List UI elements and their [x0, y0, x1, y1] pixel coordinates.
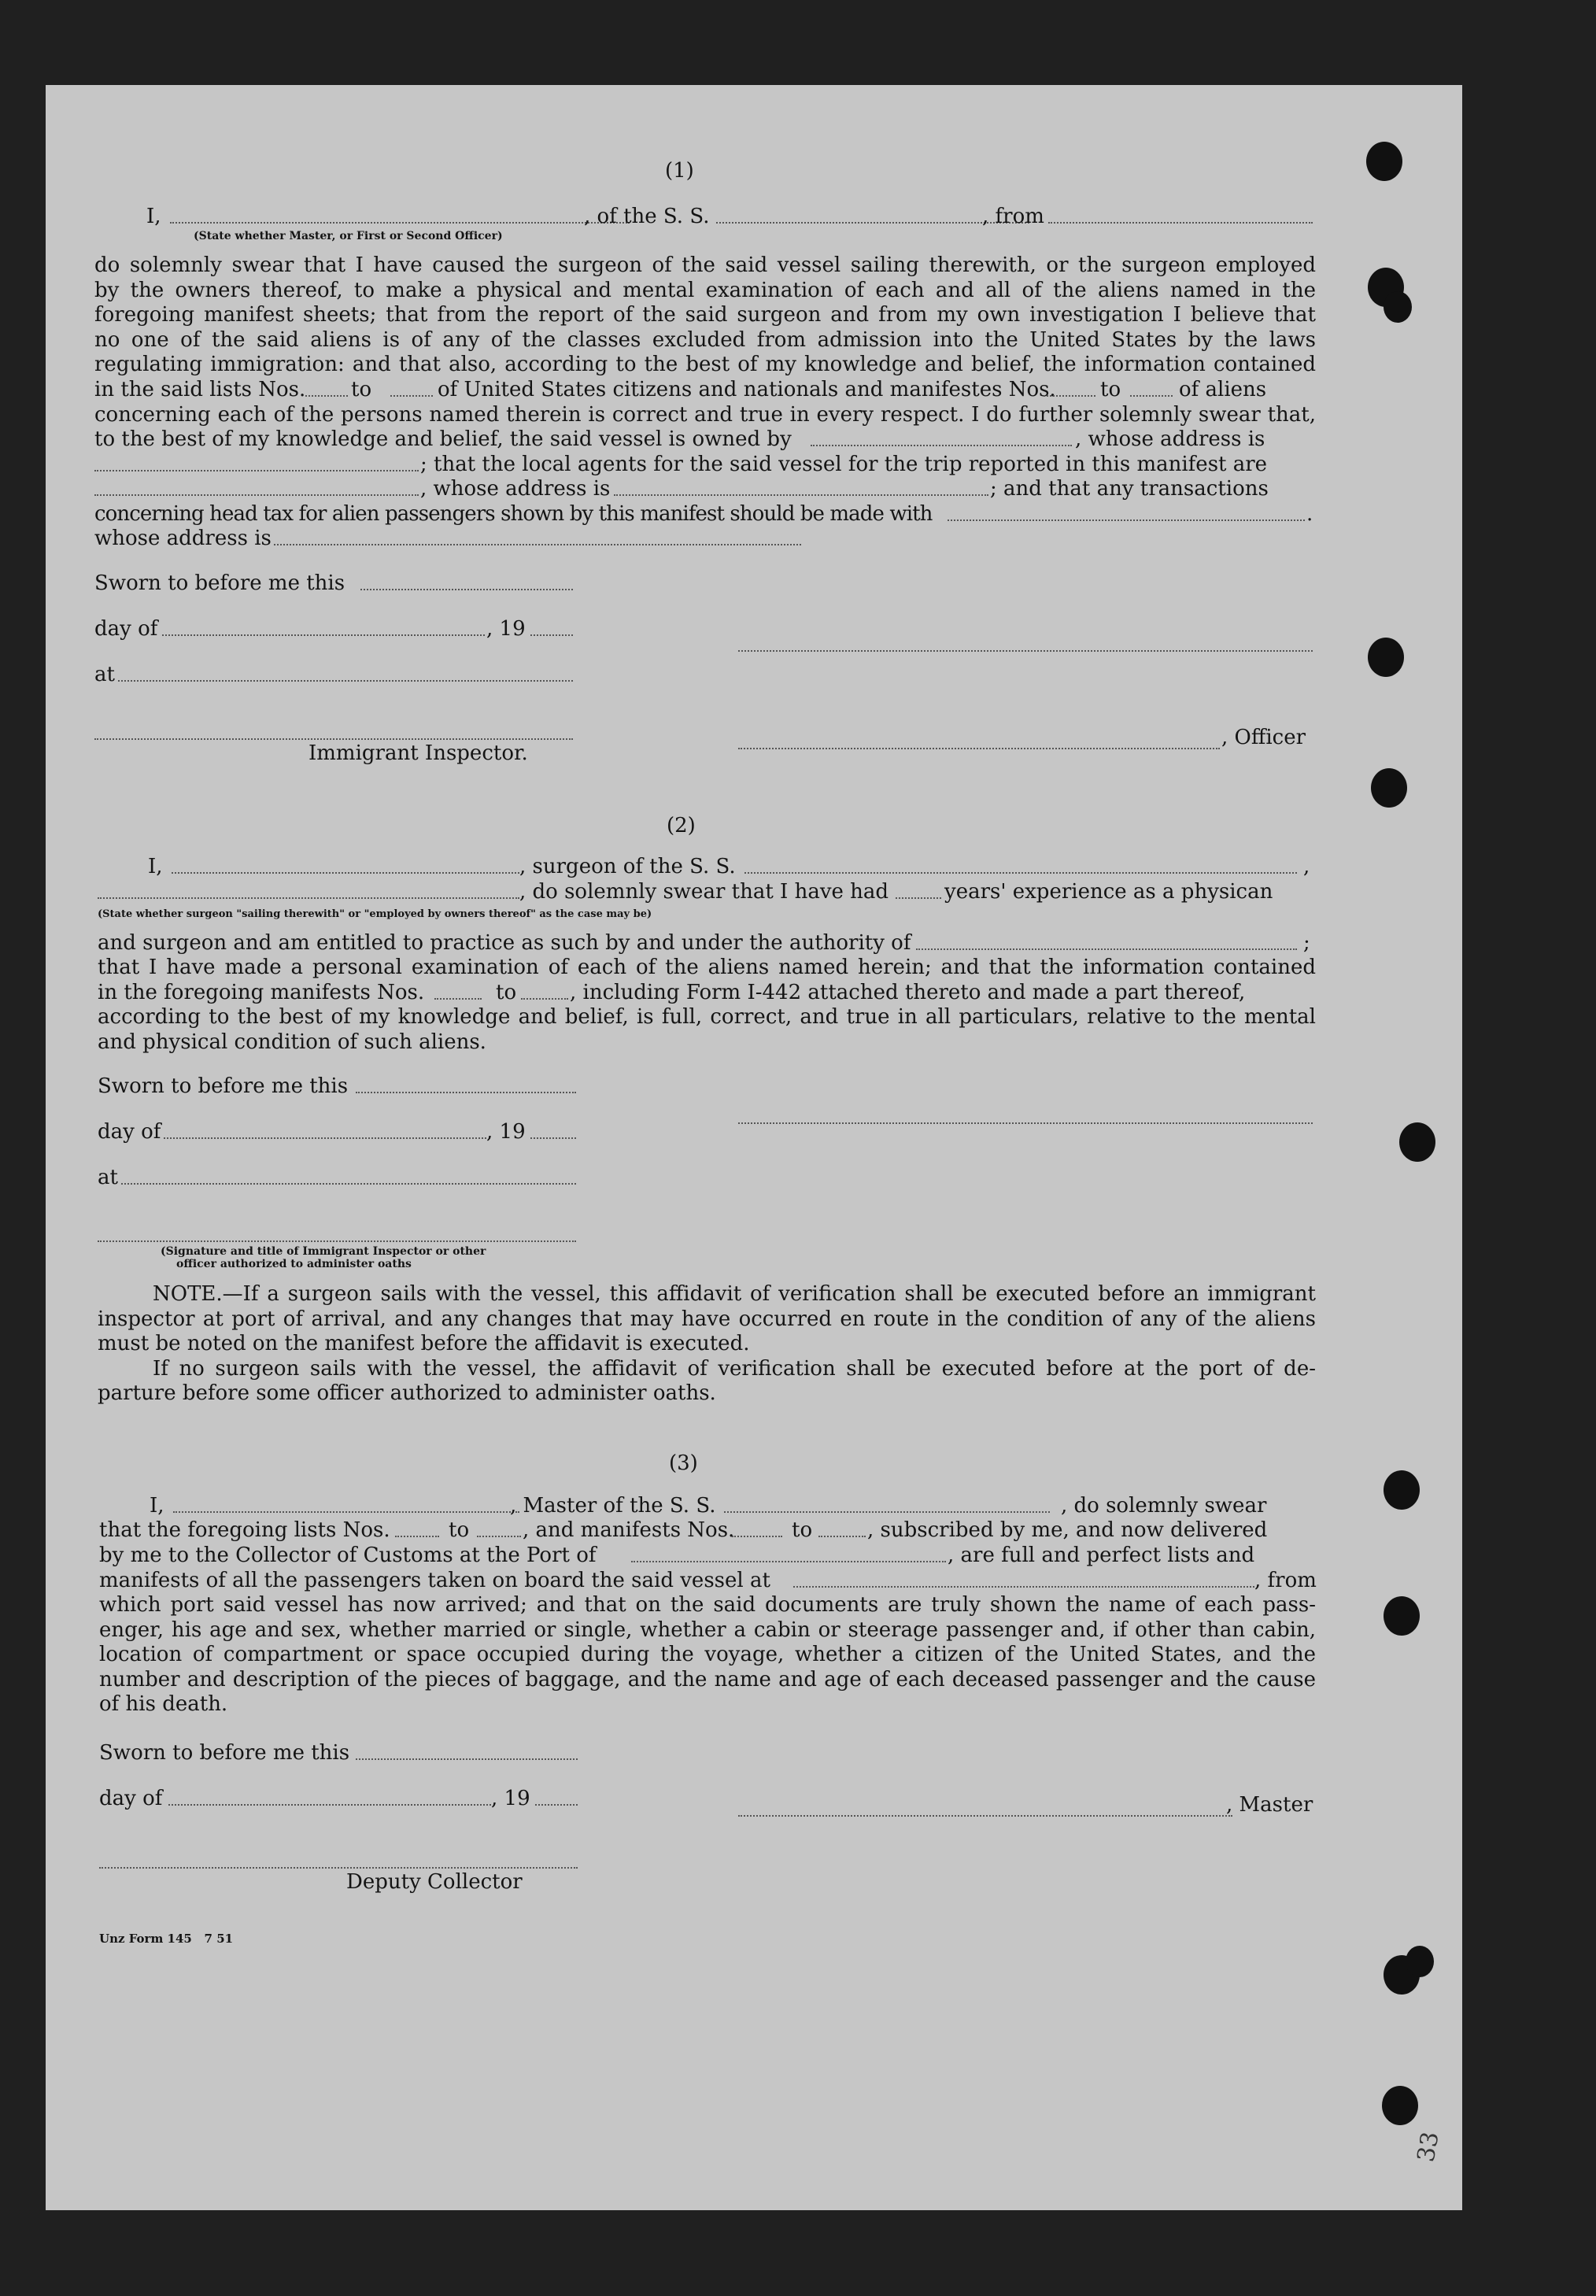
s1-head-tax: concerning head tax for alien passengers shown by this manifest should be made with [94, 502, 933, 526]
s1-line: concerning each of the persons named therein is correct and true in every respect. I do further solemnly swear that, [94, 403, 1316, 427]
s2-authority: and surgeon and am entitled to practice as such by and under the authority of [98, 931, 911, 955]
s1-19: , 19 [486, 617, 526, 641]
s1-inspector: Immigrant Inspector. [308, 741, 528, 765]
s3-port-field[interactable] [631, 1561, 946, 1562]
s3-to: to [449, 1518, 470, 1542]
s1-list-to-field[interactable] [390, 395, 433, 397]
s2-surgeon-name-field[interactable] [172, 872, 519, 874]
s2-note-2-last: parture before some officer authorized to administer oaths. [98, 1381, 716, 1405]
s1-whose-address-2: , whose address is [420, 477, 611, 501]
s1-state-note: (State whether Master, or First or Second Officer) [194, 230, 503, 242]
s3-manifest-to-field[interactable] [818, 1536, 866, 1537]
s3-year-field[interactable] [535, 1804, 578, 1806]
s3-manifest-from-field[interactable] [732, 1536, 782, 1537]
s1-at: at [94, 663, 115, 686]
punch-hole [1384, 1470, 1420, 1510]
s1-year-field[interactable] [530, 634, 573, 636]
s1-officer-field[interactable] [738, 748, 1220, 749]
s1-signature-field[interactable] [738, 650, 1313, 652]
s1-line: no one of the said aliens is of any of the classes excluded from admission into the United States by the laws [94, 328, 1316, 352]
s2-semicolon: ; [1303, 931, 1310, 955]
s1-at-field[interactable] [118, 680, 573, 682]
s2-state-note: (State whether surgeon "sailing therewith" or "employed by owners thereof" as the case may be) [98, 908, 652, 920]
punch-hole [1368, 638, 1404, 677]
s1-day-of: day of [94, 617, 158, 641]
s2-sworn: Sworn to before me this [98, 1074, 349, 1098]
s2-note: inspector at port of arrival, and any changes that may have occurred en route in the condition of any of the aliens [98, 1307, 1316, 1331]
s2-sailing-field[interactable] [98, 897, 519, 899]
s1-to: to [351, 378, 372, 401]
s2-to: to [496, 981, 517, 1004]
s2-note-2: If no surgeon sails with the vessel, the affidavit of verification shall be executed before at the port of de- [153, 1357, 1316, 1381]
s2-note: NOTE.—If a surgeon sails with the vessel, this affidavit of verification shall be executed before an immigrant [153, 1282, 1316, 1306]
section-1-number: (1) [665, 159, 694, 183]
s2-year-field[interactable] [530, 1137, 576, 1139]
s1-owner-address-field[interactable] [94, 470, 419, 471]
s3-i: I, [150, 1494, 164, 1518]
s3-deputy-sign-field[interactable] [99, 1867, 578, 1869]
s3-line: enger, his age and sex, whether married or single, whether a cabin or steerage passenger and, if other than cabin, [99, 1618, 1316, 1642]
s3-line: which port said vessel has now arrived; and that on the said documents are truly shown the name of each pass- [99, 1593, 1316, 1617]
s1-owned-by: to the best of my knowledge and belief, the said vessel is owned by [94, 427, 792, 451]
s3-port-from-field[interactable] [793, 1586, 1254, 1588]
punch-hole [1382, 2086, 1418, 2125]
s1-period: . [1306, 502, 1313, 526]
s2-i: I, [148, 855, 163, 878]
s2-manifest-to-field[interactable] [521, 998, 568, 1000]
s1-from: , from [982, 205, 1044, 228]
s1-lists-nos: in the said lists Nos. [94, 378, 306, 401]
s1-line: regulating immigration: and that also, according to the best of my knowledge and belief, the information contained [94, 353, 1316, 376]
s1-day-field[interactable] [162, 634, 485, 636]
s1-citizens: of United States citizens and nationals and manifestes Nos. [438, 378, 1056, 401]
s2-inspector-sign-field[interactable] [98, 1240, 576, 1242]
s3-to: to [792, 1518, 813, 1542]
s1-sworn: Sworn to before me this [94, 571, 345, 595]
s2-19: , 19 [486, 1120, 526, 1144]
s2-surgeon-of: , surgeon of the S. S. [519, 855, 736, 878]
s2-sig-note: (Signature and title of Immigrant Inspector or other [161, 1245, 486, 1258]
s1-line: do solemnly swear that I have caused the surgeon of the said vessel sailing therewith, or the surgeon employed [94, 253, 1316, 277]
s1-from-field[interactable] [1048, 222, 1313, 224]
punch-hole [1406, 1946, 1434, 1977]
s2-line: that I have made a personal examination of each of the aliens named herein; and that the information contained [98, 956, 1316, 979]
s1-line: foregoing manifest sheets; that from the report of the said surgeon and from my own investigation I believe that [94, 303, 1316, 327]
punch-hole [1384, 291, 1412, 323]
s3-collector: by me to the Collector of Customs at the Port of [99, 1544, 597, 1567]
s3-master: , Master [1226, 1793, 1313, 1817]
s2-manifest-from-field[interactable] [434, 998, 482, 1000]
punch-hole [1399, 1122, 1435, 1162]
punch-hole [1384, 1596, 1420, 1636]
s2-day-of: day of [98, 1120, 161, 1144]
s2-comma: , [1303, 855, 1310, 878]
form-id: Unz Form 145 7 51 [99, 1932, 234, 1946]
s3-day-of: day of [99, 1787, 163, 1810]
form-page [46, 85, 1462, 2210]
s3-master-sign-field[interactable] [738, 1815, 1232, 1817]
s1-of-aliens: of aliens [1179, 378, 1267, 401]
s2-at: at [98, 1166, 118, 1189]
s2-swear: , do solemnly swear that I have had [519, 880, 889, 904]
s1-whose-address-3: whose address is [94, 527, 272, 550]
s2-at-field[interactable] [121, 1183, 576, 1185]
s3-day-field[interactable] [168, 1804, 491, 1806]
s2-manifests-nos: in the foregoing manifests Nos. [98, 981, 425, 1004]
s2-vessel-field[interactable] [744, 872, 1297, 874]
s1-head-tax-address-field[interactable] [274, 544, 801, 545]
s2-day-field[interactable] [164, 1137, 486, 1139]
s1-owner-field[interactable] [811, 445, 1072, 446]
s2-years-field[interactable] [896, 897, 941, 899]
s1-manifest-from-field[interactable] [1044, 395, 1095, 397]
s3-deputy: Deputy Collector [346, 1870, 523, 1894]
s1-i: I, [146, 205, 161, 228]
s3-master-name-field[interactable] [173, 1511, 519, 1513]
s1-of-ss: , of the S. S. [584, 205, 710, 228]
s2-years: years' experience as a physican [944, 880, 1273, 904]
s2-sig-note: officer authorized to administer oaths [176, 1258, 412, 1270]
s2-authority-field[interactable] [916, 948, 1297, 950]
s2-sworn-field[interactable] [356, 1092, 576, 1093]
s1-to: to [1100, 378, 1121, 401]
s3-master-of: , Master of the S. S. [510, 1494, 716, 1518]
s1-whose-address: , whose address is [1075, 427, 1265, 451]
section-2-number: (2) [667, 814, 696, 837]
s1-sworn-field[interactable] [360, 589, 573, 590]
s3-vessel-field[interactable] [724, 1511, 1050, 1513]
s2-line: according to the best of my knowledge and belief, is full, correct, and true in all particulars, relative to the mental [98, 1005, 1316, 1029]
margin-mark: 33 [1412, 2129, 1445, 2165]
s1-local-agents: ; that the local agents for the said vessel for the trip reported in this manifest are [420, 453, 1268, 476]
punch-hole [1371, 768, 1407, 808]
s3-list-from-field[interactable] [395, 1536, 439, 1537]
section-3-number: (3) [669, 1451, 698, 1475]
s3-list-to-field[interactable] [477, 1536, 521, 1537]
s3-full-perfect: , are full and perfect lists and [948, 1544, 1255, 1567]
s1-master-field[interactable] [170, 222, 630, 224]
s3-manifests-nos: , and manifests Nos. [523, 1518, 735, 1542]
s1-agents-address-field[interactable] [614, 494, 988, 496]
s3-sworn-field[interactable] [356, 1758, 578, 1760]
s2-note-last: must be noted on the manifest before the affidavit is executed. [98, 1332, 750, 1355]
s1-line: by the owners thereof, to make a physical and mental examination of each and all of the aliens named in the [94, 279, 1316, 302]
s2-including: , including Form I-442 attached thereto and made a part thereof, [570, 981, 1246, 1004]
s3-lists-nos: that the foregoing lists Nos. [99, 1518, 390, 1542]
s3-sworn: Sworn to before me this [99, 1741, 350, 1765]
s3-19: , 19 [491, 1787, 530, 1810]
s1-inspector-sign-field[interactable] [94, 738, 573, 740]
s1-list-from-field[interactable] [305, 395, 348, 397]
s1-agents-field[interactable] [94, 494, 419, 496]
s3-swear: , do solemnly swear [1061, 1494, 1267, 1518]
s1-officer: , Officer [1221, 726, 1306, 749]
punch-hole [1366, 142, 1402, 181]
s3-line: number and description of the pieces of baggage, and the name and age of each deceased passenger and the cause [99, 1668, 1316, 1691]
s1-manifest-to-field[interactable] [1130, 395, 1173, 397]
s2-signature-field[interactable] [738, 1122, 1313, 1124]
s1-head-tax-field[interactable] [948, 519, 1305, 521]
s3-line: location of compartment or space occupied during the voyage, whether a citizen of the United States, and the [99, 1643, 1316, 1666]
s3-taken-on-board: manifests of all the passengers taken on board the said vessel at [99, 1569, 770, 1592]
s3-subscribed: , subscribed by me, and now delivered [867, 1518, 1268, 1542]
s2-line-last: and physical condition of such aliens. [98, 1030, 486, 1054]
s3-line-last: of his death. [99, 1692, 228, 1716]
s3-from: , from [1254, 1569, 1317, 1592]
s1-transactions: ; and that any transactions [990, 477, 1269, 501]
